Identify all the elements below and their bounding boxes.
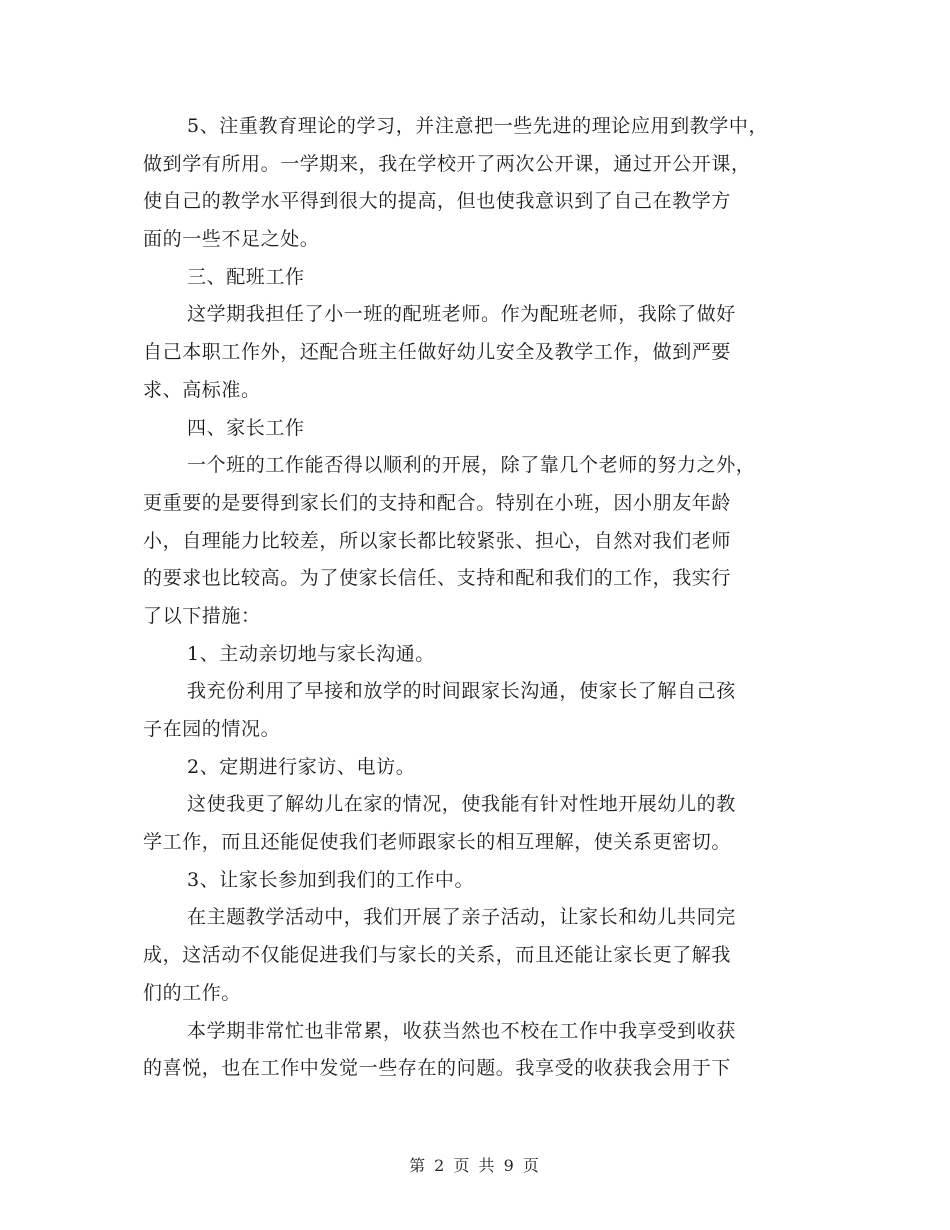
text-line: 子在园的情况。 [143, 718, 281, 740]
text-line: 三、配班工作 [187, 265, 305, 288]
text-line: 一个班的工作能否得以顺利的开展，除了靠几个老师的努力之外， [187, 454, 756, 477]
text-line: 自己本职工作外，还配合班主任做好幼儿安全及教学工作，做到严要 [143, 341, 732, 364]
text-line: 做到学有所用。一学期来，我在学校开了两次公开课，通过开公开课， [143, 152, 751, 175]
text-line: 学工作，而且还能促使我们老师跟家长的相互理解，使关系更密切。 [143, 831, 732, 854]
text-line: 了以下措施： [143, 604, 261, 627]
text-line: 1、主动亲切地与家长沟通。 [187, 642, 435, 665]
text-line: 3、让家长参加到我们的工作中。 [187, 868, 475, 891]
text-line: 求、高标准。 [143, 378, 261, 401]
text-line: 这使我更了解幼儿在家的情况，使我能有针对性地开展幼儿的教 [187, 793, 736, 816]
text-line: 我充份利用了早接和放学的时间跟家长沟通，使家长了解自己孩 [187, 680, 736, 703]
text-line: 成，这活动不仅能促进我们与家长的关系，而且还能让家长更了解我 [143, 944, 732, 967]
text-line: 们的工作。 [143, 981, 242, 1004]
text-line: 更重要的是要得到家长们的支持和配合。特别在小班，因小朋友年龄 [143, 491, 732, 514]
text-line: 面的一些不足之处。 [143, 228, 320, 251]
text-line: 本学期非常忙也非常累，收获当然也不校在工作中我享受到收获 [187, 1019, 736, 1042]
text-line: 这学期我担任了小一班的配班老师。作为配班老师，我除了做好 [187, 303, 736, 326]
text-line: 四、家长工作 [187, 416, 305, 439]
text-line: 在主题教学活动中，我们开展了亲子活动，让家长和幼儿共同完 [187, 906, 736, 929]
text-line: 小，自理能力比较差，所以家长都比较紧张、担心，自然对我们老师 [143, 529, 732, 552]
text-line: 使自己的教学水平得到很大的提高，但也使我意识到了自己在教学方 [143, 190, 732, 213]
text-line: 的要求也比较高。为了使家长信任、支持和配和我们的工作，我实行 [143, 567, 732, 590]
page-footer: 第 2 页 共 9 页 [409, 1156, 541, 1175]
text-line: 2、定期进行家访、电访。 [187, 755, 416, 778]
text-line: 5、注重教育理论的学习，并注意把一些先进的理论应用到教学中， [187, 115, 769, 137]
text-line: 的喜悦，也在工作中发觉一些存在的问题。我享受的收获我会用于下 [143, 1057, 732, 1080]
document-body [143, 108, 823, 1088]
